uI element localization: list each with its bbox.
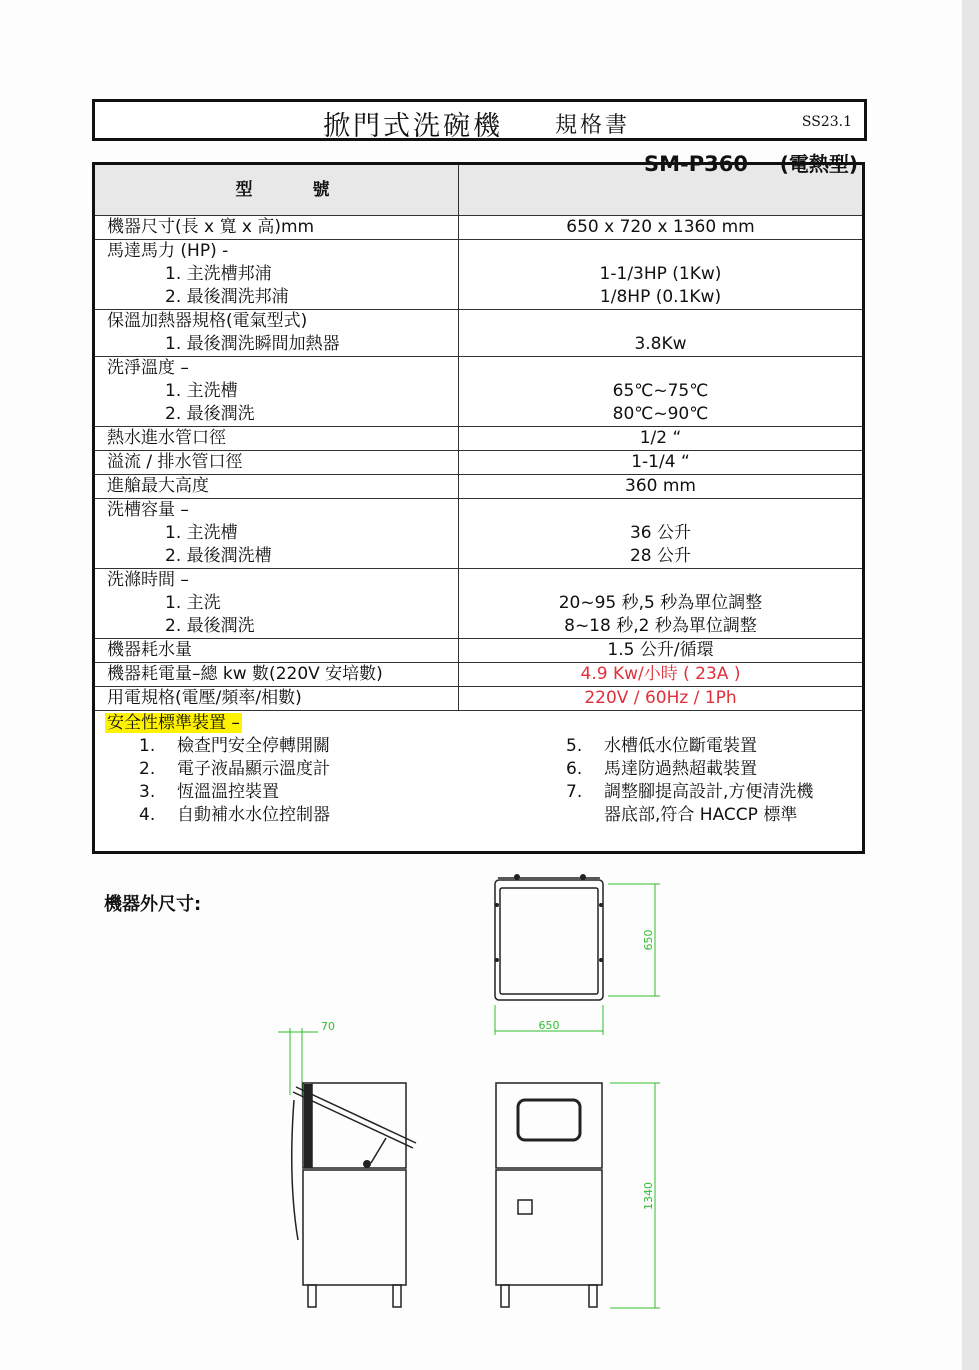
row-sub-item: 1. 主洗槽 xyxy=(165,381,238,401)
machine-drawings xyxy=(270,865,690,1320)
row-label: 機器耗水量 xyxy=(94,639,459,663)
safety-cell xyxy=(94,711,864,853)
doc-code: SS23.1 xyxy=(801,114,852,130)
row-value: 650 x 720 x 1360 mm xyxy=(459,216,864,240)
doc-title: 掀門式洗碗機 xyxy=(323,111,503,142)
row-value-power: 4.9 Kw/小時 ( 23A ) xyxy=(459,663,864,687)
row-label xyxy=(94,569,459,639)
row-sub-value: 20~95 秒,5 秒為單位調整 xyxy=(558,593,763,613)
list-item: 1. 檢查門安全停轉開關 xyxy=(139,736,330,756)
front-view xyxy=(496,1083,602,1307)
header-label xyxy=(94,164,459,216)
row-sub-item: 2. 最後潤洗槽 xyxy=(165,546,272,566)
row-value: 1-1/4 “ xyxy=(459,451,864,475)
safety-row xyxy=(94,711,864,853)
row-sub-value: 1/8HP (0.1Kw) xyxy=(599,287,722,307)
top-view xyxy=(495,878,603,1000)
table-row xyxy=(94,427,864,451)
row-value: 1/2 “ xyxy=(459,427,864,451)
dim-70: 70 xyxy=(321,1020,335,1033)
row-value-electric: 220V / 60Hz / 1Ph xyxy=(459,687,864,711)
row-value xyxy=(459,357,864,427)
row-sub-item: 1. 主洗槽邦浦 xyxy=(165,264,272,284)
row-sub-item: 1. 主洗槽 xyxy=(165,523,238,543)
row-sub-item: 2. 最後潤洗 xyxy=(165,616,255,636)
row-heading: 洗淨溫度 – xyxy=(107,358,189,378)
row-sub-item: 1. 最後潤洗瞬間加熱器 xyxy=(165,334,340,354)
row-label: 進艙最大高度 xyxy=(94,475,459,499)
row-sub-value: 65℃~75℃ xyxy=(612,381,709,401)
top-view-bolts xyxy=(495,874,603,962)
side-view-fill xyxy=(304,1084,371,1168)
row-value xyxy=(459,569,864,639)
row-heading: 洗滌時間 – xyxy=(107,570,189,590)
list-item: 7. 調整腳提高設計,方便清洗機 xyxy=(566,782,814,802)
row-value xyxy=(459,310,864,357)
dim-650-depth: 650 xyxy=(642,929,655,951)
row-label xyxy=(94,357,459,427)
row-sub-value: 36 公升 xyxy=(629,523,692,543)
table-row xyxy=(94,451,864,475)
safety-list xyxy=(95,711,862,851)
row-sub-value: 80℃~90℃ xyxy=(612,404,709,424)
table-row xyxy=(94,216,864,240)
row-value: 360 mm xyxy=(459,475,864,499)
header-model xyxy=(459,152,864,216)
row-label: 熱水進水管口徑 xyxy=(94,427,459,451)
table-row xyxy=(94,639,864,663)
row-sub-value: 3.8Kw xyxy=(634,334,687,354)
model-type: (電熱型) xyxy=(779,152,858,176)
row-sub-item: 2. 最後潤洗邦浦 xyxy=(165,287,289,307)
row-sub-value: 28 公升 xyxy=(629,546,692,566)
list-item: 5. 水槽低水位斷電裝置 xyxy=(566,736,757,756)
row-sub-value: 8~18 秒,2 秒為單位調整 xyxy=(564,616,757,636)
table-row xyxy=(94,310,864,357)
header-label-a: 型 xyxy=(235,179,253,200)
spec-header-row xyxy=(94,164,864,216)
list-item: 4. 自動補水水位控制器 xyxy=(139,805,330,825)
spec-table xyxy=(92,152,865,854)
row-label: 機器耗電量–總 kw 數(220V 安培數) xyxy=(94,663,459,687)
row-label xyxy=(94,499,459,569)
table-row xyxy=(94,569,864,639)
row-sub-item: 1. 主洗 xyxy=(165,593,221,613)
row-heading: 洗槽容量 – xyxy=(107,500,189,520)
dim-650-width: 650 xyxy=(538,1019,560,1032)
dim-1340: 1340 xyxy=(642,1182,655,1210)
table-row xyxy=(94,357,864,427)
table-row xyxy=(94,687,864,711)
list-item: 6. 馬達防過熱超載裝置 xyxy=(566,759,757,779)
row-value xyxy=(459,240,864,310)
header-label-b: 號 xyxy=(312,179,330,200)
row-value: 1.5 公升/循環 xyxy=(459,639,864,663)
list-item: 2. 電子液晶顯示溫度計 xyxy=(139,759,330,779)
page-edge xyxy=(962,0,979,1370)
table-row xyxy=(94,499,864,569)
table-row xyxy=(94,663,864,687)
title-box xyxy=(92,99,867,141)
row-sub-value: 1-1/3HP (1Kw) xyxy=(599,264,722,284)
doc-subtitle: 規格書 xyxy=(555,113,631,138)
list-item-continuation: 器底部,符合 HACCP 標準 xyxy=(604,805,798,825)
row-value xyxy=(459,499,864,569)
row-label xyxy=(94,310,459,357)
list-item: 3. 恆溫溫控裝置 xyxy=(139,782,279,802)
row-heading: 馬達馬力 (HP) - xyxy=(107,241,229,261)
row-label: 溢流 / 排水管口徑 xyxy=(94,451,459,475)
row-label xyxy=(94,240,459,310)
row-heading: 保溫加熱器規格(電氣型式) xyxy=(107,311,308,331)
table-row xyxy=(94,475,864,499)
row-label: 機器尺寸(長 x 寬 x 高)mm xyxy=(94,216,459,240)
safety-title: 安全性標準裝置 – xyxy=(107,713,240,733)
row-sub-item: 2. 最後潤洗 xyxy=(165,404,255,424)
table-row xyxy=(94,240,864,310)
row-label: 用電規格(電壓/頻率/相數) xyxy=(94,687,459,711)
dimension-heading: 機器外尺寸: xyxy=(104,894,202,915)
model-number: SM-P360 xyxy=(644,152,748,176)
